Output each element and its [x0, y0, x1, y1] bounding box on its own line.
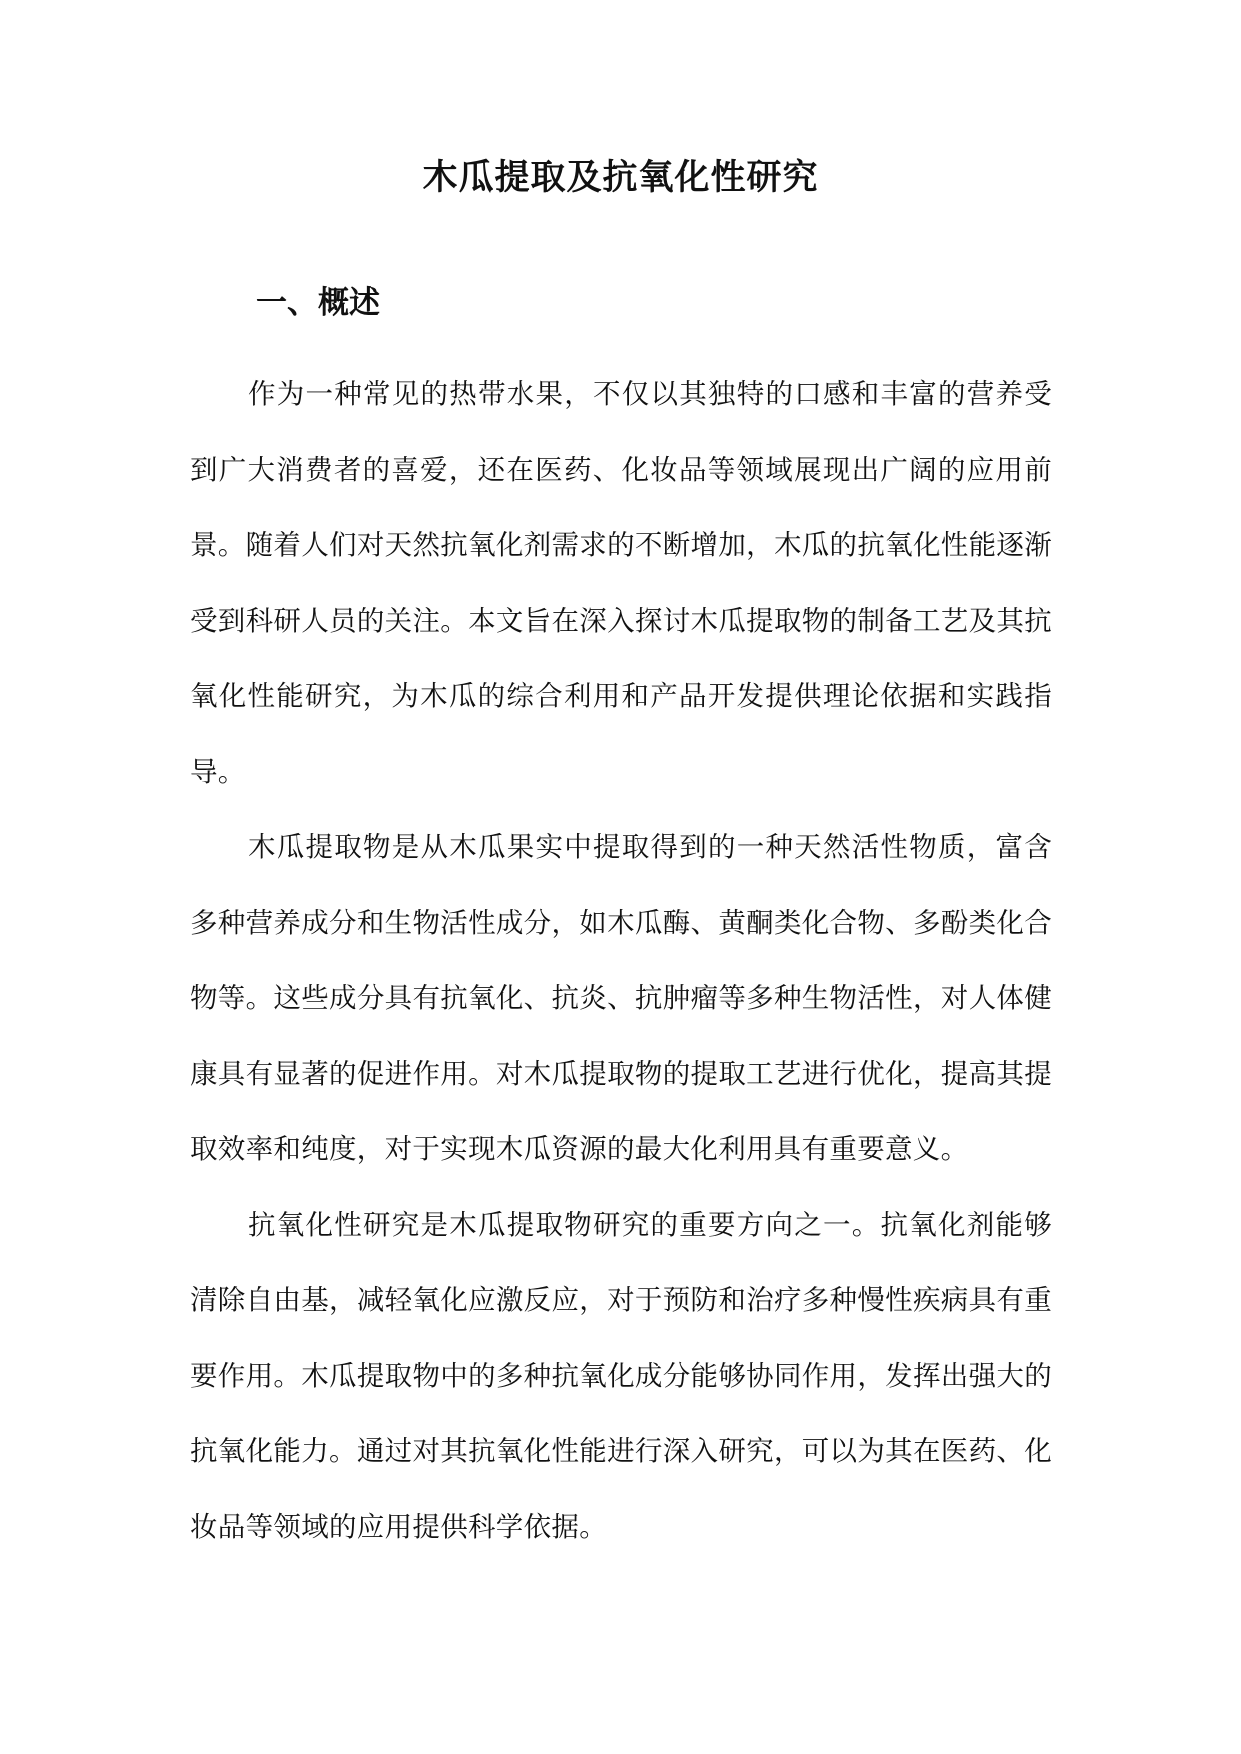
body-text — [190, 357, 1052, 1565]
paragraph-1: 作为一种常见的热带水果，不仅以其独特的口感和丰富的营养受到广大消费者的喜爱，还在医药、化妆品等领域展现出广阔的应用前景。随着人们对天然抗氧化剂需求的不断增加，木瓜的抗氧化性能逐渐受到科研人员的关注。本文旨在深入探讨木瓜提取物的制备工艺及其抗氧化性能研究，为木瓜的综合利用和产品开发提供理论依据和实践指导。 — [190, 378, 1052, 788]
section-heading: 一、概述 — [256, 285, 380, 321]
document-title: 木瓜提取及抗氧化性研究 — [422, 157, 819, 198]
paragraph-3: 抗氧化性研究是木瓜提取物研究的重要方向之一。抗氧化剂能够清除自由基，减轻氧化应激反应，对于预防和治疗多种慢性疾病具有重要作用。木瓜提取物中的多种抗氧化成分能够协同作用，发挥出强大的抗氧化能力。通过对其抗氧化性能进行深入研究，可以为其在医药、化妆品等领域的应用提供科学依据。 — [190, 1208, 1052, 1543]
paragraph-2: 木瓜提取物是从木瓜果实中提取得到的一种天然活性物质，富含多种营养成分和生物活性成分，如木瓜酶、黄酮类化合物、多酚类化合物等。这些成分具有抗氧化、抗炎、抗肿瘤等多种生物活性，对人体健康具有显著的促进作用。对木瓜提取物的提取工艺进行优化，提高其提取效率和纯度，对于实现木瓜资源的最大化利用具有重要意义。 — [190, 831, 1052, 1165]
